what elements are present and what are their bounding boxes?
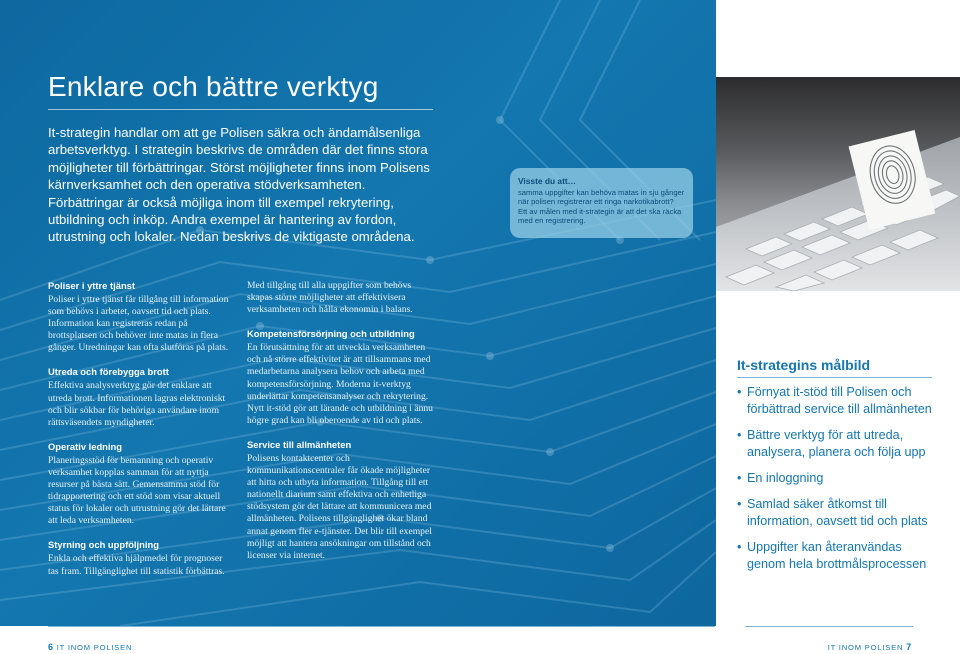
section-body: Poliser i yttre tjänst får tillgång till information som behövs i arbetet, oavsett tid och plats. Information kan registreras redan på brottsplatsen och behöver inte matas in flera gånger. Utredningar kan ofta slutföras på plats. <box>48 294 229 354</box>
footer-right-folio <box>828 642 912 652</box>
column-intro-text: Med tillgång till alla uppgifter som behövs skapas större möjligheter att effektivisera verksamheten och hålla ekonomin i balans. <box>247 280 413 316</box>
goals-title: It-strategins målbild <box>737 357 871 373</box>
goals-divider <box>737 377 932 378</box>
goal-item <box>737 539 942 573</box>
footer-left-text: IT INOM POLISEN <box>56 643 133 652</box>
section-title: Operativ ledning <box>48 440 122 452</box>
goal-text: Bättre verktyg för att utreda, analysera, planera och följa upp <box>747 428 926 459</box>
section-title: Styrning och uppföljning <box>48 539 159 551</box>
goal-item <box>737 470 942 487</box>
did-you-know-text: samma uppgifter kan behöva matas in sju gånger när polisen registrerar ett ringa narkotikabrott? Ett av målen med it-strategin är att det ska räcka med en registrering. <box>518 187 685 226</box>
section-title: Service till allmänheten <box>247 438 352 450</box>
section-body: Enkla och effektiva hjälpmedel för prognoser tas fram. Tillgänglighet till statistik förbättras. <box>48 553 225 577</box>
did-you-know-title: Visste du att… <box>518 176 577 186</box>
section-body: Planeringsstöd för bemanning och operativ verksamhet kopplas samman för att nyttja resurser på bästa sätt. Gemensamma stöd för tidrapportering och ett stöd som visar aktuell status för lokaler och utrustning gör det lättare att leda verksamheten. <box>48 454 226 527</box>
page-number-left: 6 <box>48 642 54 652</box>
section-title: Poliser i yttre tjänst <box>48 280 136 291</box>
text-column-2 <box>247 280 433 574</box>
bullet-icon: • <box>737 385 742 399</box>
goal-text: Samlad säker åtkomst till information, oavsett tid och plats <box>747 497 928 528</box>
keyboard-fingerprint-photo <box>716 77 960 291</box>
footer-left-divider <box>48 626 715 627</box>
section-body: Effektiva analysverktyg gör det enklare att utreda brott. Informationen lagras elektroniskt och blir sökbar för behöriga användare inom rättsväsendets myndigheter. <box>48 380 226 428</box>
photo-illustration <box>716 77 960 291</box>
goal-text: En inloggning <box>747 471 824 485</box>
heading-divider <box>48 109 433 110</box>
bullet-icon: • <box>737 540 742 554</box>
section-title: Kompetensförsörjning och utbildning <box>247 328 415 340</box>
did-you-know-box <box>510 168 693 238</box>
goal-item <box>737 496 942 530</box>
bullet-icon: • <box>737 428 742 442</box>
goal-text: Uppgifter kan återanvändas genom hela brottmålsprocessen <box>747 540 927 571</box>
footer-right-text: IT INOM POLISEN <box>827 643 904 652</box>
text-column-1 <box>48 280 234 590</box>
footer-left-folio <box>48 642 132 652</box>
footer-right-divider <box>745 626 913 627</box>
page-heading: Enklare och bättre verktyg <box>48 71 379 102</box>
page-number-right: 7 <box>906 642 912 652</box>
goal-item <box>737 384 942 418</box>
section-title: Utreda och förebygga brott <box>48 366 169 378</box>
bullet-icon: • <box>737 471 742 485</box>
goal-text: Förnyat it-stöd till Polisen och förbättrad service till allmänheten <box>747 385 932 416</box>
section-body: En förutsättning för att utveckla verksamheten och nå större effektivitet är att tillsammans med medarbetarna analysera behov och arbeta med kompetensförsörjning. Moderna it-verktyg underlättar kompetensanalyser och rekrytering. Nytt it-stöd gör att lärande och utbildning i ännu högre grad kan bli oberoende av tid och plats. <box>247 342 433 426</box>
bullet-icon: • <box>737 497 742 511</box>
section-body: Polisens kontaktcenter och kommunikationscentraler får ökade möjligheter att hitta och utbyta information. Tillgång till ett nationellt diarium samt effektiva och enhetliga stödsystem gör det lättare att kommunicera med allmänheten. Polisens tillgänglighet ökar bland annat genom fler e-tjänster. Det blir till exempel möjligt att hantera ansökningar om tillstånd och licenser via internet. <box>247 452 432 561</box>
goal-item <box>737 427 942 461</box>
intro-paragraph: It-strategin handlar om att ge Polisen säkra och ändamålsenliga arbetsverktyg. I strategin beskrivs de områden där det finns stora möjligheter till förbättringar. Störst möjligheter finns inom Polisens kärnverksamhet och den operativa stödverksamheten. Förbättringar är också möjliga inom till exempel rekrytering, utbildning och inköp. Andra exempel är hantering av fordon, utrustning och lokaler. Nedan beskrivs de viktigaste områdena. <box>48 125 430 245</box>
goals-list <box>737 384 942 582</box>
